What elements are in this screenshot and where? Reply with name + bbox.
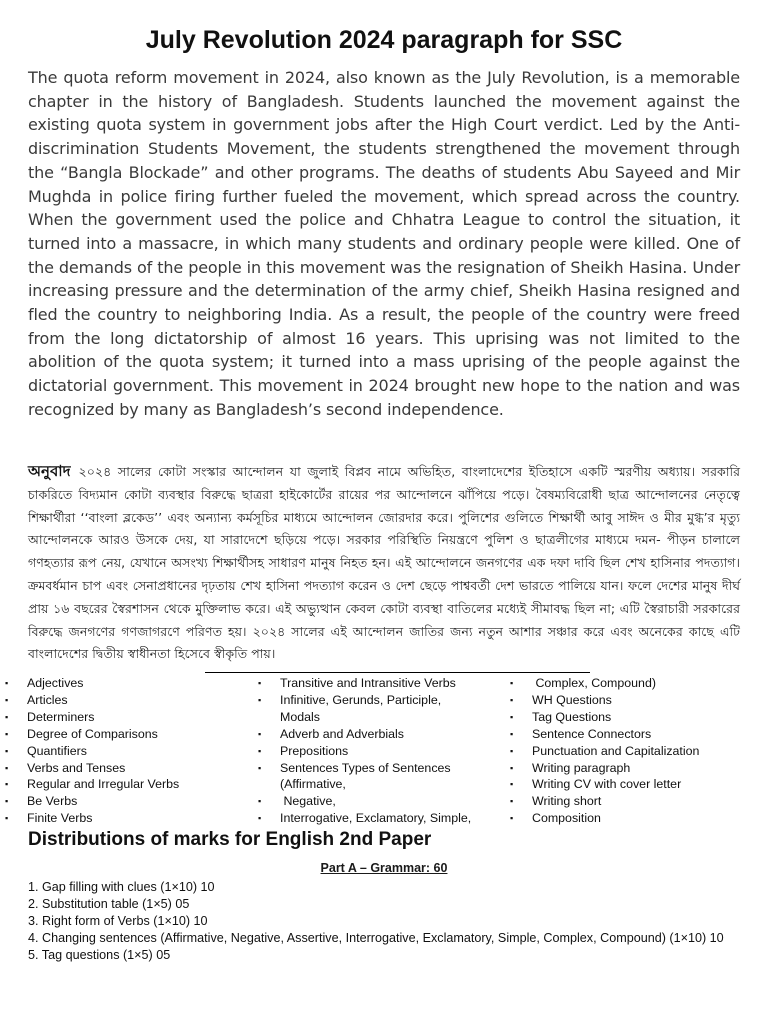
topic-item: ▪ Punctuation and Capitalization (510, 743, 760, 760)
topic-item: ▪ Composition (510, 810, 760, 827)
marks-item: 4. Changing sentences (Affirmative, Negative, Assertive, Interrogative, Exclamatory, Simple, Complex, Compound) (1×10) 10 (28, 930, 724, 945)
topics-column-3 (510, 675, 760, 827)
topic-item (258, 760, 493, 794)
topics-column-1 (5, 675, 205, 827)
divider-line (205, 672, 590, 673)
marks-item: 5. Tag questions (1×5) 05 (28, 947, 171, 962)
topic-item: ▪ Sentence Connectors (510, 726, 760, 743)
distribution-heading: Distributions of marks for English 2nd Paper (28, 829, 432, 850)
bangla-translation (28, 460, 740, 666)
topic-item: ▪ Complex, Compound) (510, 675, 760, 692)
marks-item: 2. Substitution table (1×5) 05 (28, 896, 190, 911)
marks-item: 1. Gap filling with clues (1×10) 10 (28, 880, 215, 894)
topic-item: ▪ WH Questions (510, 692, 760, 709)
topic-item: ▪ Interrogative, Exclamatory, Simple, (258, 810, 493, 827)
topic-item: ▪ Negative, (258, 793, 493, 810)
topic-item: ▪ Adverb and Adverbials (258, 726, 493, 743)
part-a-label: Part A – Grammar: 60 (320, 861, 448, 875)
topic-item: ▪ Verbs and Tenses (5, 760, 205, 777)
topic-item: ▪ Transitive and Intransitive Verbs (258, 675, 493, 692)
part-a-heading (0, 861, 768, 875)
topic-item: ▪ Prepositions (258, 743, 493, 760)
topic-item: ▪ Quantifiers (5, 743, 205, 760)
translation-label: অনুবাদ (28, 462, 71, 480)
marks-item: 3. Right form of Verbs (1×10) 10 (28, 913, 208, 928)
topics-column-2 (258, 675, 493, 827)
marks-list (28, 879, 728, 964)
topic-item: ▪ Degree of Comparisons (5, 726, 205, 743)
topic-item: ▪ Determiners (5, 709, 205, 726)
topic-item: ▪ Be Verbs (5, 793, 205, 810)
topic-item-continuation: (Affirmative, (280, 777, 346, 792)
english-paragraph: The quota reform movement in 2024, also known as the July Revolution, is a memorable chapter in the history of Bangladesh. Students launched the movement against the existing quota system in government jobs after the High Court verdict. Led by the Anti-discrimination Students Movement, the students strengthened the movement through the “Bangla Blockade” and other programs. The deaths of students Abu Sayeed and Mir Mughda in police firing further fueled the movement, which spread across the country. When the government used the police and Chhatra League to control the situation, it turned into a massacre, in which many students and ordinary people were killed. One of the demands of the people in this movement was the resignation of Sheikh Hasina. Under increasing pressure and the determination of the army chief, Sheikh Hasina resigned and fled the country to neighboring India. As a result, the people of the country were freed from the long dictatorship of almost 16 years. This uprising was not limited to the abolition of the quota system; it turned into a mass uprising of the people against the dictatorial government. This movement in 2024 brought new hope to the nation and was recognized by many as Bangladesh’s second independence. (28, 68, 740, 419)
translation-text: ২০২৪ সালের কোটা সংস্কার আন্দোলন যা জুলাই বিপ্লব নামে অভিহিত, বাংলাদেশের ইতিহাসে একটি স্মরণীয় অধ্যায়। সরকারি চাকরিতে বিদ্যমান কোটা ব্যবস্থার বিরুদ্ধে ছাত্ররা হাইকোর্টের রায়ের পর আন্দোলনে ঝাঁপিয়ে পড়ে। বৈষম্যবিরোধী ছাত্র আন্দোলনের নেতৃত্বে শিক্ষার্থীরা ‘‘বাংলা ব্লকেড’’ এবং অন্যান্য কর্মসূচির মাধ্যমে আন্দোলন জোরদার করে। পুলিশের গুলিতে শিক্ষার্থী আবু সাঈদ ও মীর মুগ্ধ’র মৃত্যু আন্দোলনকে আরও উসকে দেয়, যা সারাদেশে ছড়িয়ে পড়ে। সরকার পরিস্থিতি নিয়ন্ত্রণে পুলিশ ও ছাত্রলীগের মাধ্যমে দমন- পীড়ন চালালে গণহত্যার রূপ নেয়, যেখানে অসংখ্য শিক্ষার্থীসহ সাধারণ মানুষ নিহত হন। এই আন্দোলনে জনগণের এক দফা দাবি ছিল শেখ হাসিনার পদত্যাগ। ক্রমবর্ধমান চাপ এবং সেনাপ্রধানের দৃঢ়তায় শেখ হাসিনা পদত্যাগ করেন ও দেশ ছেড়ে পাশ্ববর্তী দেশ ভারতে পালিয়ে যান। ফলে দেশের মানুষ দীর্ঘ প্রায় ১৬ বছরের স্বৈরশাসন থেকে মুক্তিলাভ করে। এই অভ্যুত্থান কেবল কোটা ব্যবস্থা বাতিলের মধ্যেই সীমাবদ্ধ ছিল না; এটি স্বৈরাচারী সরকারের বিরুদ্ধে জনগণের গণজাগরণে পরিণত হয়। ২০২৪ সালের এই আন্দোলন জাতির জন্য নতুন আশার সঞ্চার করে এবং অনেকের কাছে এটি বাংলাদেশের দ্বিতীয় স্বাধীনতা হিসেবে স্বীকৃতি পায়। (28, 464, 740, 662)
topic-item: ▪ Finite Verbs (5, 810, 205, 827)
topic-item-continuation: Modals (280, 709, 320, 724)
topic-item: ▪ Regular and Irregular Verbs (5, 776, 205, 793)
topic-item: ▪ Writing CV with cover letter (510, 776, 760, 793)
topic-item: ▪ Writing short (510, 793, 760, 810)
topic-item-text: Sentences Types of Sentences (280, 760, 451, 775)
page-title: July Revolution 2024 paragraph for SSC (145, 26, 623, 54)
topic-item: ▪ Adjectives (5, 675, 205, 692)
topic-item: ▪ Writing paragraph (510, 760, 760, 777)
topic-item-text: Infinitive, Gerunds, Participle, (280, 692, 442, 707)
topic-item (258, 692, 493, 726)
topic-item: ▪ Tag Questions (510, 709, 760, 726)
topic-item: ▪ Articles (5, 692, 205, 709)
